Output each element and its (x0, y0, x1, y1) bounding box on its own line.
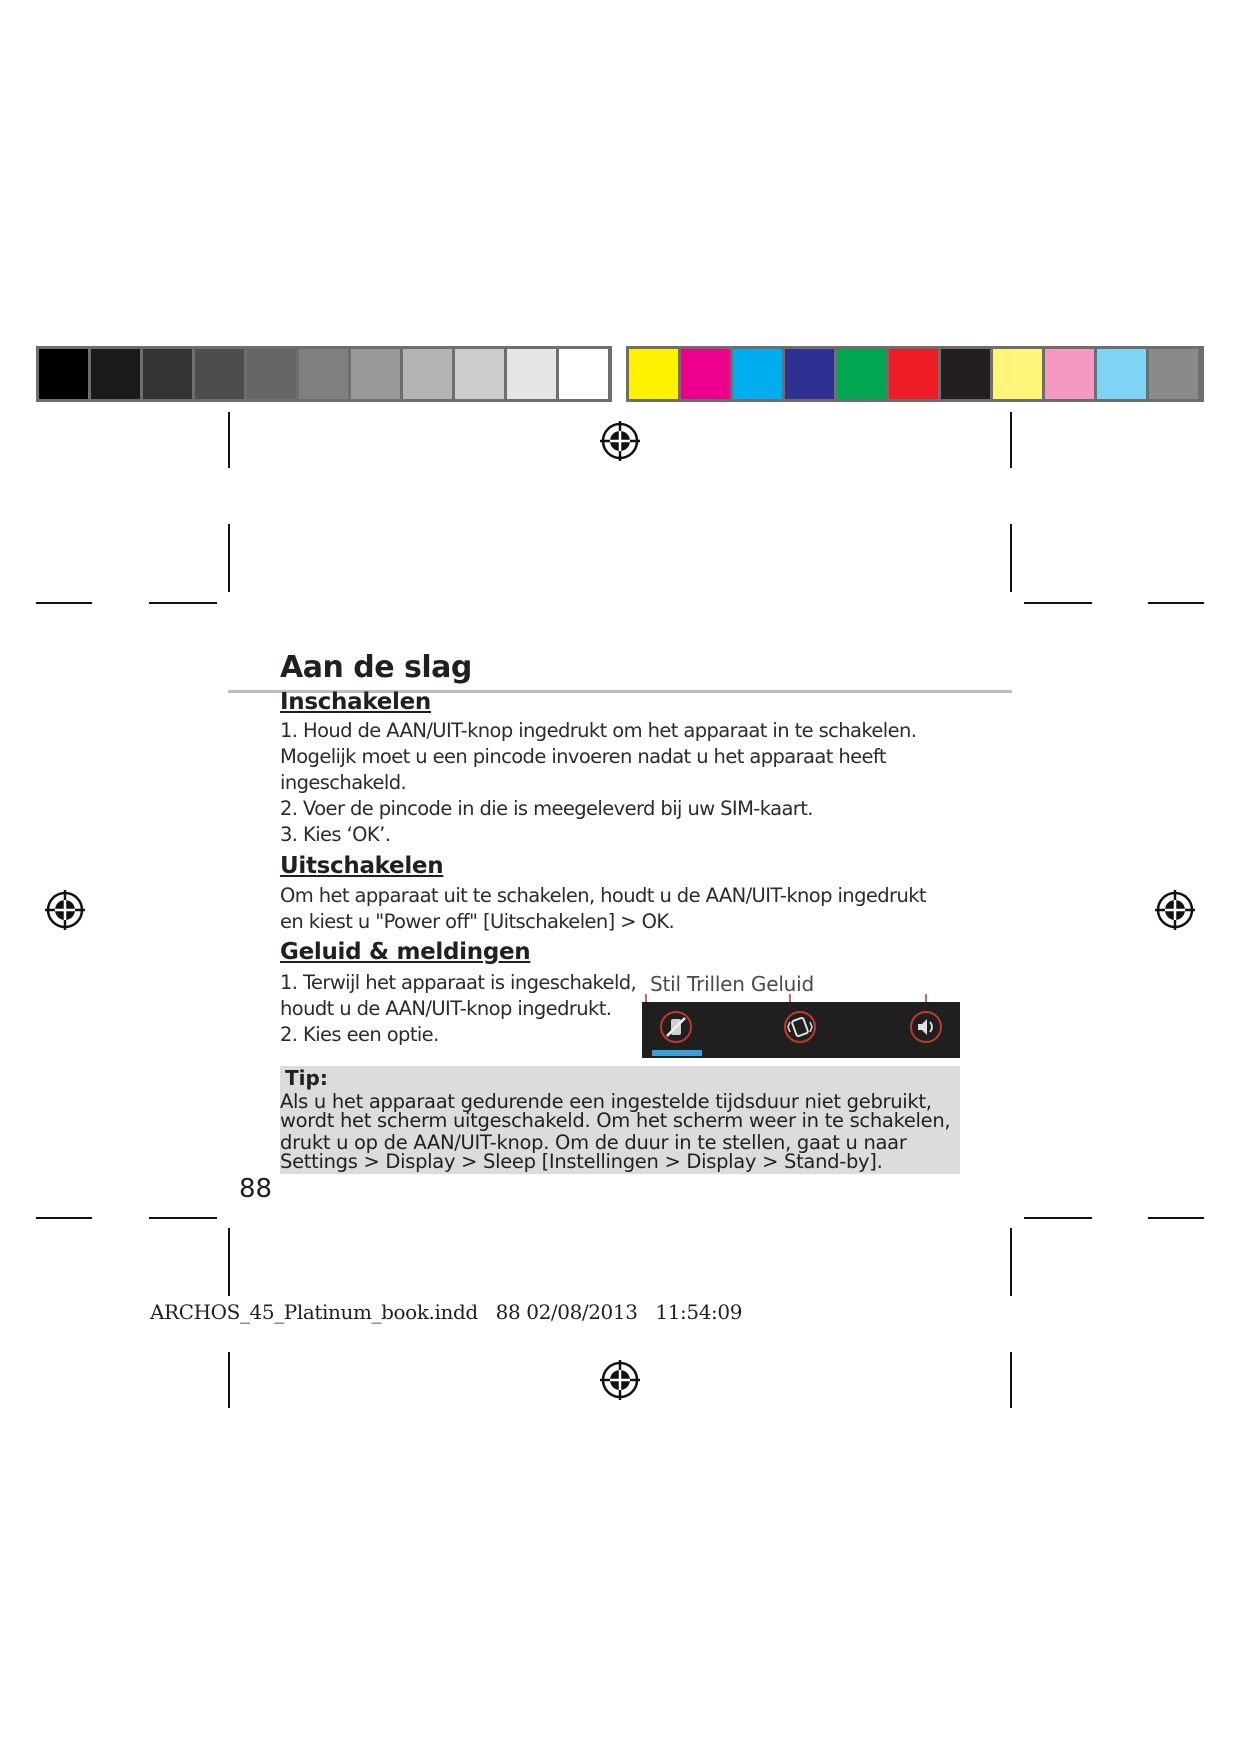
gray-swatch (195, 349, 244, 399)
gray-swatch (351, 349, 400, 399)
crop-mark (149, 602, 217, 604)
section-text-line: Om het apparaat uit te schakelen, houdt u de AAN/UIT-knop ingedrukt (280, 884, 926, 907)
crop-mark (1024, 602, 1092, 604)
light-cyan-swatch (1097, 349, 1146, 399)
sound-mode-labels: Stil Trillen Geluid (650, 972, 815, 996)
magenta-swatch (681, 349, 730, 399)
crop-mark (149, 1217, 217, 1219)
crop-mark (228, 1352, 230, 1408)
process-color-calibration-bar (626, 346, 1204, 402)
section-text-line: 3. Kies ‘OK’. (280, 823, 391, 846)
crop-mark (36, 602, 92, 604)
gray-swatch (247, 349, 296, 399)
gray-swatch (1149, 349, 1198, 399)
page-title: Aan de slag (280, 650, 472, 685)
crop-mark (1010, 1352, 1012, 1408)
crop-mark (36, 1217, 92, 1219)
gray-swatch (91, 349, 140, 399)
black-swatch (941, 349, 990, 399)
grayscale-calibration-bar (36, 346, 612, 402)
crop-mark (1010, 1228, 1012, 1296)
page-number: 88 (239, 1174, 273, 1204)
tip-text-line: Settings > Display > Sleep [Instellingen > Display > Stand-by]. (280, 1150, 883, 1173)
green-swatch (837, 349, 886, 399)
red-swatch (889, 349, 938, 399)
cyan-swatch (733, 349, 782, 399)
tip-title: Tip: (285, 1066, 328, 1090)
crop-mark (1024, 1217, 1092, 1219)
tip-text-line: drukt u op de AAN/UIT-knop. Om de duur in te stellen, gaat u naar (280, 1131, 907, 1154)
registration-mark-icon (598, 1358, 642, 1402)
silent-icon (658, 1009, 694, 1045)
gray-swatch (507, 349, 556, 399)
light-yellow-swatch (993, 349, 1042, 399)
gray-swatch (403, 349, 452, 399)
section-text-line: en kiest u "Power off" [Uitschakelen] > OK. (280, 910, 675, 933)
registration-mark-icon (43, 888, 87, 932)
section-text-line: 1. Terwijl het apparaat is ingeschakeld, (280, 971, 637, 994)
registration-mark-icon (598, 419, 642, 463)
gray-swatch (299, 349, 348, 399)
crop-mark (228, 412, 230, 468)
section-heading-geluid: Geluid & meldingen (280, 939, 531, 965)
crop-mark (1010, 524, 1012, 592)
section-text-line: 2. Kies een optie. (280, 1023, 439, 1046)
tip-text-line: Als u het apparaat gedurende een ingestelde tijdsduur niet gebruikt, (280, 1090, 932, 1113)
crop-mark (1010, 412, 1012, 468)
gray-swatch (143, 349, 192, 399)
section-text-line: 1. Houd de AAN/UIT-knop ingedrukt om het apparaat in te schakelen. (280, 719, 917, 742)
print-slug: ARCHOS_45_Platinum_book.indd 88 02/08/2013 11:54:09 (150, 1300, 743, 1324)
gray-swatch (455, 349, 504, 399)
blue-swatch (785, 349, 834, 399)
crop-mark (1148, 1217, 1204, 1219)
gray-swatch (559, 349, 608, 399)
section-heading-inschakelen: Inschakelen (280, 689, 431, 715)
registration-mark-icon (1153, 888, 1197, 932)
light-magenta-swatch (1045, 349, 1094, 399)
crop-mark (1148, 602, 1204, 604)
tip-text-line: wordt het scherm uitgeschakeld. Om het scherm weer in te schakelen, (280, 1109, 951, 1132)
section-text-line: ingeschakeld. (280, 771, 407, 794)
section-text-line: 2. Voer de pincode in die is meegeleverd bij uw SIM-kaart. (280, 797, 813, 820)
crop-mark (228, 1228, 230, 1296)
yellow-swatch (629, 349, 678, 399)
vibrate-icon (782, 1009, 818, 1045)
section-heading-uitschakelen: Uitschakelen (280, 853, 444, 879)
gray-swatch (39, 349, 88, 399)
crop-mark (228, 524, 230, 592)
section-text-line: houdt u de AAN/UIT-knop ingedrukt. (280, 997, 612, 1020)
section-text-line: Mogelijk moet u een pincode invoeren nadat u het apparaat heeft (280, 745, 886, 768)
speaker-icon (908, 1009, 944, 1045)
